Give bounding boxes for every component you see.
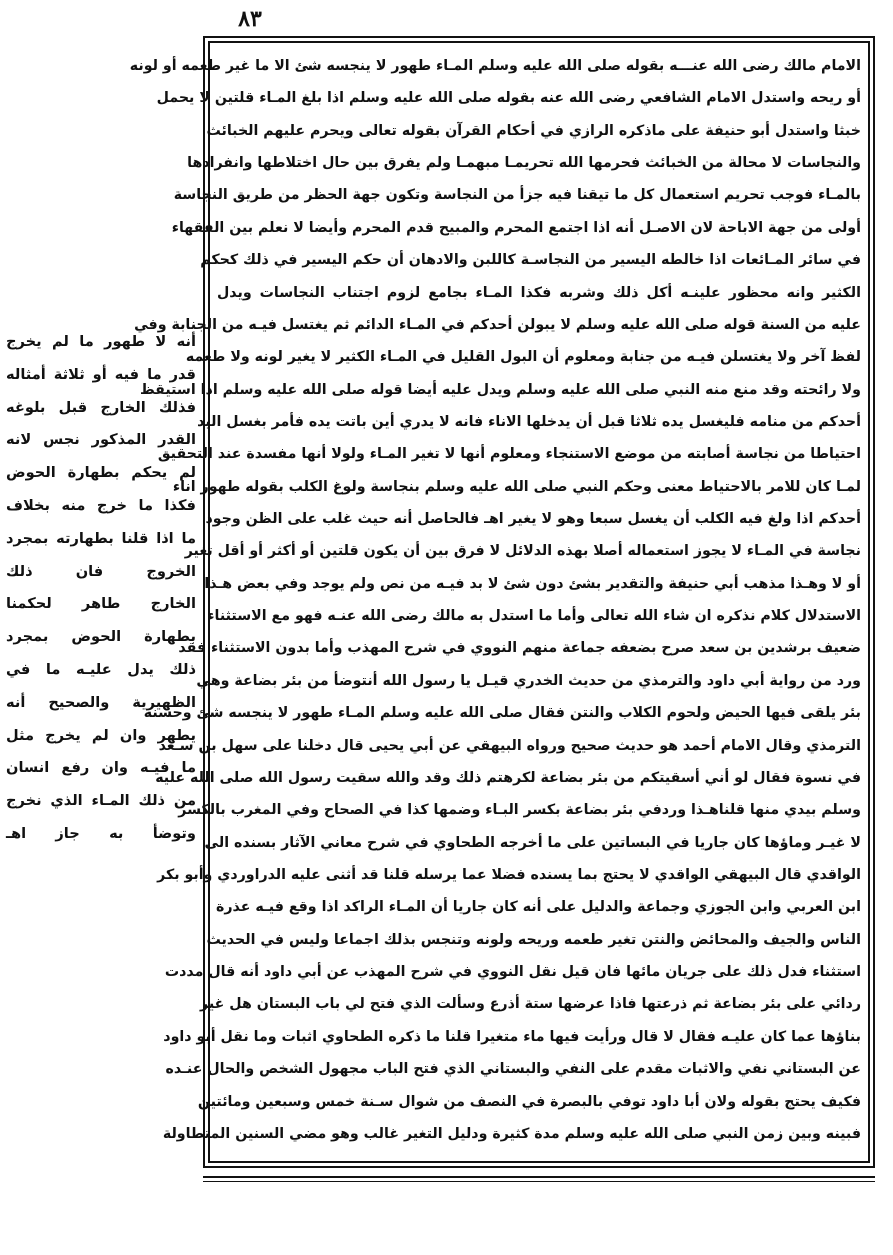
text-line: أو لا وهـذا مذهب أبي حنيفة والتقدير بشئ دون شئ لا بد فيـه من نص ولم يوجد وفي بعض هـذا [204,575,861,592]
text-line: والنجاسات لا محالة من الخبائث فحرمها الله تحريمـا مبهمـا ولم يفرق بين حال اختلاطها وانفرادها [187,155,861,172]
text-line: ضعيف برشدين بن سعد صرح بضعفه جماعة منهم النووي في شرح المهذب وأما بدون الاستثناء فقد [178,640,861,657]
text-line: الظهيرية والصحيح أنه [6,693,196,711]
text-line: احتياطا من نجاسة أصابته من موضع الاستنجاء ومعلوم أنها لا تغير المـاء ولولا أنها مفسدة عند التحقيق [157,446,861,463]
text-line: لمـا كان للامر بالاحتياط معنى وحكم النبي صلى الله عليه وسلم بنجاسة ولوغ الكلب بقوله طهور اناء [172,478,861,495]
text-line: في نسوة فقال لو أني أسقيتكم من بئر بضاعة لكرهتم ذلك وقد والله سقيت رسول الله صلى الله عليه [155,769,861,786]
text-line: الخارج طاهر لحكمنا [6,595,196,613]
text-line: الاستدلال كلام نذكره ان شاء الله تعالى وأما ما استدل به مالك رضى الله عنـه فهو مع الاستثناء [207,608,861,625]
text-line: في سائر المـائعات اذا خالطه اليسير من النجاسـة كاللبن والادهان أن حكم اليسير في ذلك كحكم [200,252,861,269]
text-line: بالمـاء فوجب تحريم استعمال كل ما تيقنا فيه جزأ من النجاسة وتكون جهة الحظر من طريق النجاسة [173,187,861,204]
text-line: الكثير وانه محظور علينـه أكل ذلك وشربه فكذا المـاء بجامع لزوم اجتناب النجاسات ويدل [217,284,861,301]
text-line: الناس والجيف والمحائض والنتن تغير طعمه وريحه ولونه وتنجس بذلك اجماعا وليس في الحديث [206,931,861,948]
text-line: الترمذي وقال الامام أحمد هو حديث صحيح ورواه البيهقي عن أبي يحيى قال دخلنا على سهل بن سـعد [158,737,861,754]
text-line: قدر ما فيه أو ثلاثة أمثاله [6,365,196,383]
bottom-rule [203,1176,875,1182]
text-line: فكيف يحتج بقوله ولان أبا داود توفي بالبصرة في النصف من شوال سـنة خمس وسبعين ومائتين [197,1093,861,1110]
text-line: نجاسة في المـاء لا يجوز استعماله أصلا بهذه الدلائل لا فرق بين أن يكون قلتين أو أكثر أو أقل تغير [184,543,861,560]
text-line: بئر يلقى فيها الحيض ولحوم الكلاب والنتن فقال صلى الله عليه وسلم المـاء طهور لا ينجسه شئ وحسنه [143,705,861,722]
text-line: القدر المذكور نجس لانه [6,431,196,449]
text-line: أولى من جهة الاباحة لان الاصـل أنه اذا اجتمع المحرم والمبيح قدم المحرم وأيضا لا نعلم بين الفقهاء [171,219,861,236]
text-line: ابن العربي وابن الجوزي وجماعة والدليل على أنه كان جاريا أن المـاء الراكد اذا وقع فيـه عذرة [215,899,861,916]
text-line: لفظ آخر ولا يغتسلن فيـه من جنابة ومعلوم أن البول القليل في المـاء الكثير لا يغير لونه ولا طعمه [185,349,861,366]
text-line: ذلك يدل عليـه ما في [6,660,196,678]
text-line: وسلم بيدي منها قلناهـذا وردفي بئر بضاعة بكسر البـاء وضمها كذا في الصحاح وفي المغرب بالكسر [178,802,861,819]
main-text-frame [129,36,875,1168]
text-line: ورد من رواية أبي داود والترمذي من حديث الخدري قيـل يا رسول الله أنتوضأ من بئر بضاعة وهي [196,672,861,689]
text-line: يطهر وان لم يخرج مثل [6,726,196,744]
page-number: ٨٣ [238,6,262,32]
text-line: الامام مالك رضى الله عنـــه بقوله صلى الله عليه وسلم المـاء طهور لا ينجسه شئ الا ما غير طعمه أو لونه [129,58,861,74]
text-line: عن البستاني نفي والاثبات مقدم على النفي والبستاني الذي فتح الباب مجهول الشخص والحال عنـده [165,1061,861,1078]
text-line: لم يحكم بطهارة الحوض [6,464,196,482]
text-line: من ذلك المـاء الذي نخرج [6,792,196,810]
text-line: الخروج فان ذلك [6,562,196,580]
text-line: أحدكم من منامه فليغسل يده ثلاثا قبل أن يدخلها الاناء فانه لا يدري أين باتت يده فأمر بغسل اليد [197,413,861,430]
text-line: أو ريحه واستدل الامام الشافعي رضى الله عنه بقوله صلى الله عليه وسلم اذا بلغ المـاء قلتين لا يحمل [156,90,861,107]
text-line: أنه لا طهور ما لم يخرج [6,333,196,350]
text-line: ردائي على بئر بضاعة ثم ذرعتها فاذا عرضها ستة أذرع وسألت الذي فتح لي باب البستان هل غير [200,996,861,1013]
text-line: خبثا واستدل أبو حنيفة على ماذكره الرازي في أحكام القرآن بقوله تعالى ويحرم عليهم الخبائث [206,122,861,139]
text-line: بطهارة الحوض بمجرد [6,628,196,646]
text-line: فكذا ما خرج منه بخلاف [6,496,196,514]
text-line: فذلك الخارج قبل بلوغه [6,398,196,416]
text-line: أحدكم اذا ولغ فيه الكلب أن يغسل سبعا وهو لا يغير اهـ فالحاصل أنه حيث غلب على الظن وجود [205,511,861,528]
text-line: ما اذا قلنا بطهارته بمجرد [6,529,196,547]
text-line: الواقدي قال البيهقي الواقدي لا يحتج بما يسنده فضلا عما يرسله قلنا قد أثنى عليه الدراوردي وأبو بكر [157,866,861,883]
text-line: وتوضأ به جاز اهـ [6,824,196,842]
main-text-body [129,52,861,1148]
text-line: ولا رائحته وقد منع منه النبي صلى الله عليه وسلم ويدل عليه أيضا قوله صلى الله عليه وسلم اذا استيقظ [139,381,861,398]
text-line: عليه من السنة قوله صلى الله عليه وسلم لا يبولن أحدكم في المـاء الدائم ثم يغتسل فيـه من الجنابة وفي [134,316,861,333]
text-line: فبينه وبين زمن النبي صلى الله عليه وسلم مدة كثيرة ودليل التغير غالب وهو مضي السنين المتطاولة [162,1125,861,1142]
margin-note [6,328,196,848]
text-line: ما فيـه وان رفع انسان [6,759,196,777]
text-line: بناؤها عما كان عليـه فقال لا قال ورأيت فيها ماء متغيرا قلنا ما ذكره الطحاوي اثبات وما نقل أبو داود [163,1028,861,1045]
text-line: لا غيـر وماؤها كان جاريا في البساتين على ما أخرجه الطحاوي في شرح معاني الآثار بسنده الى [204,834,861,851]
text-line: استثناء فدل ذلك على جريان مائها فان قيل نقل النووي في شرح المهذب عن أبي داود أنه قال مددت [164,964,861,981]
